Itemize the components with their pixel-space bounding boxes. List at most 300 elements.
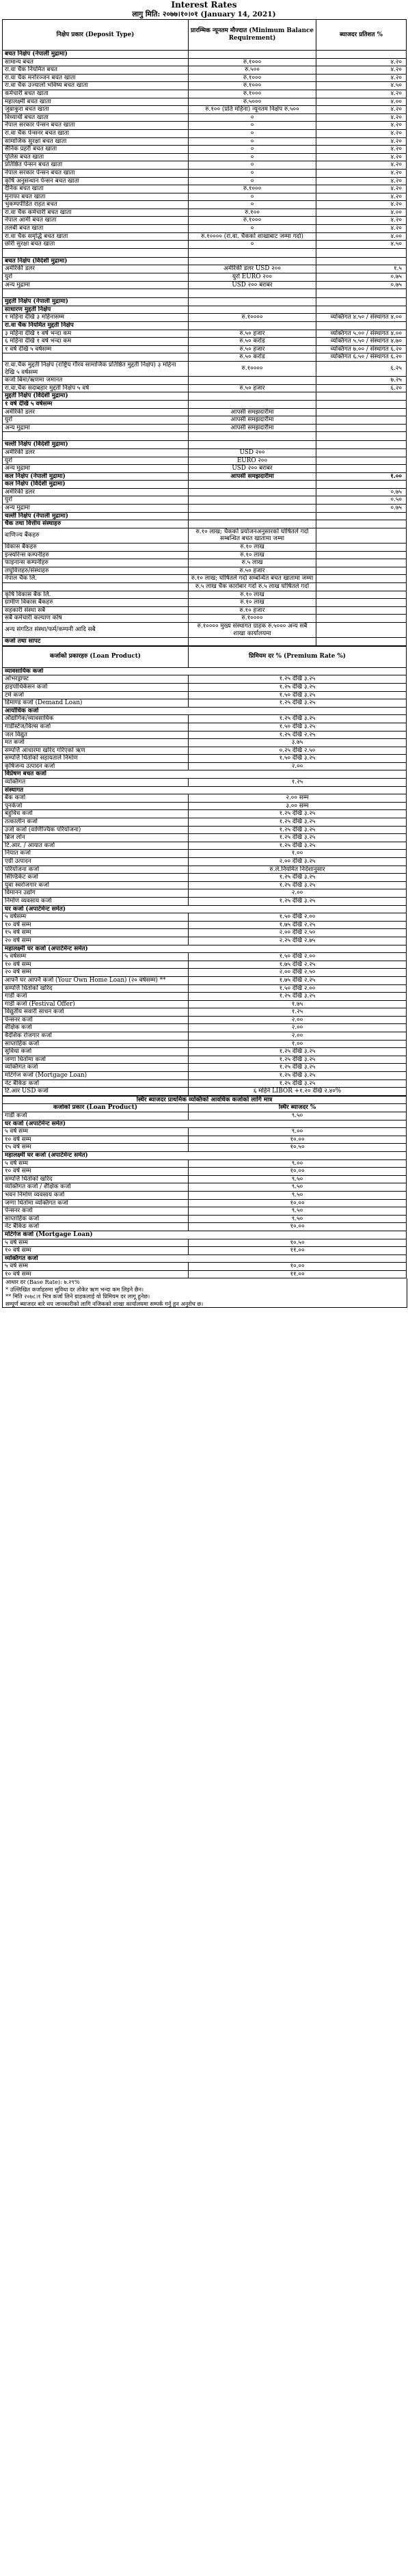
rate-cell: १०.५० [189, 1144, 407, 1152]
min-balance-header: प्रारम्भिक न्यूनतम मौज्दात (Minimum Balance Requirement) [189, 20, 316, 51]
loan-premium-table [2, 646, 407, 1096]
section-label: १ वर्ष देखि ५ वर्षसम्म [3, 400, 189, 408]
rate-cell: १.५० देखि २.०० [189, 913, 407, 922]
loan-product-header: कर्जाको प्रकारहरु (Loan Product) [3, 646, 189, 667]
section-label: महालक्ष्मी घर कर्जा (अपार्टमेन्ट समेत) [3, 945, 407, 953]
section-label: व्यक्तिगत कर्जा [3, 1255, 407, 1263]
rate-cell [316, 544, 407, 552]
effective-date: लागु मिति: २०७७।१०।०१ (January 14, 2021) [132, 10, 276, 18]
deposit-row [3, 113, 407, 122]
min-balance-cell: रु.१० लाख [189, 591, 316, 599]
loan-product-cell: व्यक्तिगत कर्जा / शैक्षिक कर्जा [3, 1183, 189, 1192]
loan-product-cell: टर्म कर्जा [3, 691, 189, 699]
premium-rate-header: प्रिमियम दर % (Premium Rate %) [189, 646, 407, 667]
deposit-row [3, 314, 407, 322]
rate-cell: ४.२० [316, 122, 407, 130]
section-label: व्यावसायिक कर्जा [3, 667, 407, 675]
rate-cell: ४.२० [316, 177, 407, 185]
deposit-type-cell: कृषि अनुसन्धान पेन्सन बचत खाता [3, 177, 189, 185]
deposit-row [3, 137, 407, 146]
loan-row [3, 715, 407, 723]
rate-cell: ०.७५ [316, 488, 407, 496]
section-header-row [3, 638, 407, 646]
deposit-row [3, 377, 407, 385]
loan-product-cell: हाइपोथिकेसन कर्जा [3, 683, 189, 691]
rate-cell [316, 481, 407, 489]
loan-row [3, 818, 407, 827]
rate-cell: ४.२० [316, 106, 407, 114]
rate-cell [316, 392, 407, 401]
rate-cell: ४.०० [316, 98, 407, 106]
deposit-type-cell: अन्य मुद्रामा [3, 505, 189, 513]
loan-row [3, 921, 407, 929]
section-label: विप्रेषण बचत कर्जा [3, 770, 407, 779]
min-balance-cell: USD २०० [189, 448, 316, 457]
deposit-type-cell: रा.वा चैक पेन्सनर बचत खाता [3, 129, 189, 137]
notes-section [2, 1278, 407, 1308]
min-balance-cell: आपसी समझदारीमा [189, 416, 316, 425]
loan-row [3, 984, 407, 993]
loan-row [3, 953, 407, 961]
rate-cell: २.०० सम्म [189, 794, 407, 803]
loan-product-cell: २० वर्ष सम्म [3, 969, 189, 977]
loan-row [3, 858, 407, 866]
min-balance-cell [189, 322, 316, 330]
rate-cell: व्यक्तिगत ५.५० / संस्थागत ४.७० [316, 338, 407, 346]
section-label: रा.वा चैक नियमित मुद्दती निक्षेप [3, 322, 189, 330]
min-balance-cell: रु.१००० [189, 58, 316, 66]
loan-row [3, 969, 407, 977]
rate-cell [316, 615, 407, 623]
fixed-row [3, 1207, 407, 1216]
min-balance-cell [189, 481, 316, 489]
min-balance-cell: रु.१००० [189, 90, 316, 98]
loan-header-row [3, 646, 407, 667]
loan-product-cell: ५ वर्ष सम्म [3, 1128, 189, 1136]
rate-cell: व्यक्तिगत ४.५० / संस्थागत ४.०० [316, 314, 407, 322]
rate-cell: १.०० [189, 850, 407, 858]
loan-row [3, 1079, 407, 1088]
rate-cell: ९.५० [189, 1215, 407, 1223]
empty-cell [189, 289, 316, 298]
rate-cell: १.२५ देखि ३.२५ [189, 675, 407, 684]
deposit-type-cell: भुकम्पपीडित राहत बचत [3, 201, 189, 209]
deposit-type-cell: अमेरिकी डलर [3, 448, 189, 457]
loan-product-cell: शैक्षिक कर्जा [3, 1024, 189, 1032]
deposit-row [3, 353, 407, 362]
rate-cell: १०.०० [189, 1263, 407, 1271]
rate-cell: २.०० देखि २.५० [189, 929, 407, 937]
fixed-row [3, 1239, 407, 1247]
deposit-type-cell: लघुवित्तहरु/संस्थाहरु [3, 567, 189, 575]
spacer-row [3, 248, 407, 257]
loan-row [3, 779, 407, 787]
min-balance-cell: रु.५०० [189, 66, 316, 75]
deposit-row [3, 161, 407, 170]
rate-cell: १.५० देखि ३.२५ [189, 723, 407, 731]
min-balance-cell: रु.५० करोड [189, 338, 316, 346]
fixed-row [3, 1128, 407, 1136]
rate-cell [316, 306, 407, 314]
min-balance-cell [189, 505, 316, 513]
rate-cell: १.२५ देखि ३.२५ [189, 818, 407, 827]
deposit-type-cell: रा.वा चैक कर्मचारी बचत खाता [3, 209, 189, 217]
min-balance-cell [189, 488, 316, 496]
loan-product-cell: १० वर्ष सम्म [3, 921, 189, 929]
rate-cell: ११.०० [189, 1270, 407, 1278]
deposit-type-cell: नेपाल सरकार पेन्सन बचत खाता [3, 122, 189, 130]
rate-cell: १.७५ देखि २.२५ [189, 976, 407, 984]
deposit-type-cell: सबै कर्मचारी कल्याण कोष [3, 615, 189, 623]
loan-product-cell: विमानन उद्योग [3, 889, 189, 898]
deposit-row [3, 416, 407, 425]
deposit-type-cell: प्रतिष्ठित पेन्सन बचत खाता [3, 161, 189, 170]
deposit-type-cell: फाइनान्स कम्पनीहरु [3, 559, 189, 567]
min-balance-cell: रु.१०००० [189, 615, 316, 623]
fixed-rate-banner-row [3, 1096, 407, 1104]
rate-cell [316, 441, 407, 449]
deposit-type-header: निक्षेप प्रकार (Deposit Type) [3, 20, 189, 51]
fixed-row [3, 1263, 407, 1271]
rate-cell: ९.५० [189, 1112, 407, 1121]
rate-cell: १०.०० [189, 1136, 407, 1144]
base-rate-note: आधार दर (Base Rate): ७.२९% [5, 1278, 80, 1286]
deposit-row [3, 217, 407, 225]
section-label: कल निक्षेप (विदेशी मुद्रामा) [3, 481, 189, 489]
rate-cell [316, 416, 407, 425]
loan-product-cell: सम्पत्ति धितोको सहायताले निर्माण [3, 755, 189, 763]
deposit-type-cell: युरो [3, 457, 189, 465]
min-balance-cell: रु.१००० [189, 74, 316, 82]
fixed-row [3, 1168, 407, 1176]
deposit-type-cell: छोरी सुरक्षा बचत खाता [3, 241, 189, 249]
fixed-row [3, 1215, 407, 1223]
min-balance-cell: आपसी समझदारीमा [189, 424, 316, 432]
rate-cell: १.२५ देखि ३.२५ [189, 834, 407, 842]
deposit-row [3, 193, 407, 201]
min-balance-cell: USD २०० बराबर [189, 465, 316, 473]
loan-product-cell: गाडी कर्जा (Festival Offer) [3, 1000, 189, 1008]
section-label: मोर्टगेज कर्जा (Mortgage Loan) [3, 1231, 407, 1239]
section-header-row [3, 512, 407, 520]
deposit-type-cell: ग्रामीण विकास बैंकहरु [3, 599, 189, 607]
deposit-row [3, 209, 407, 217]
deposit-row [3, 575, 407, 583]
loan-product-cell: व्यक्तिगत कर्जा [3, 1064, 189, 1072]
loan-product-cell: पेन्सनर कर्जा [3, 1207, 189, 1216]
rate-cell: १.०० [316, 472, 407, 481]
loan-row [3, 1064, 407, 1072]
rate-cell [316, 298, 407, 306]
empty-cell [189, 432, 316, 441]
loan-product-cell: मोर्टगेज कर्जा (Mortgage Loan) [3, 1072, 189, 1080]
loan-row [3, 842, 407, 850]
rate-cell: ४.२० [316, 161, 407, 170]
loan-product-cell: सम्पत्ति धितोको खरिद [3, 1175, 189, 1183]
rate-cell: १.७५ देखि २.२५ [189, 961, 407, 969]
deposit-row [3, 622, 407, 637]
loan-row [3, 834, 407, 842]
deposit-row [3, 345, 407, 353]
min-balance-cell: आपसी समझदारीमा [189, 472, 316, 481]
rate-cell [316, 583, 407, 591]
deposit-header-row [3, 20, 407, 51]
empty-cell [316, 289, 407, 298]
loan-row [3, 1032, 407, 1041]
deposit-type-cell: ३ महिना देखि १ वर्ष भन्दा कम [3, 330, 189, 338]
min-balance-cell: रु.१००० [189, 217, 316, 225]
section-header-row [3, 1231, 407, 1239]
section-header-row [3, 51, 407, 59]
fixed-row [3, 1175, 407, 1183]
deposit-row [3, 457, 407, 465]
deposit-row [3, 448, 407, 457]
deposit-row [3, 129, 407, 137]
rate-cell [316, 512, 407, 520]
min-balance-cell: ० [189, 241, 316, 249]
fixed-row [3, 1199, 407, 1207]
rate-cell [316, 51, 407, 59]
min-balance-cell: रु.१००० [189, 82, 316, 90]
loan-row [3, 937, 407, 945]
rate-cell: २.०० [189, 889, 407, 898]
rate-cell: २.२५ देखि २.७५ [189, 937, 407, 945]
rate-cell [316, 567, 407, 575]
min-balance-cell: ० [189, 193, 316, 201]
section-header-row [3, 392, 407, 401]
deposit-row [3, 74, 407, 82]
loan-row [3, 1024, 407, 1032]
loan-row [3, 1072, 407, 1080]
min-balance-cell: रु.५ लाख [189, 559, 316, 567]
loan-product-cell: १० वर्ष सम्म [3, 1270, 189, 1278]
min-balance-cell: रु.५ लाख चैक कारोबार गर्दा रु.५ लाख घोषितले गर्दा [189, 583, 316, 591]
loan-product-cell: विद्युतीय सवारी साधन कर्जा [3, 1008, 189, 1017]
loan-product-cell: १५ वर्ष सम्म [3, 929, 189, 937]
loan-product-cell: साप्ताहिक कर्जा [3, 1040, 189, 1048]
rate-cell [316, 599, 407, 607]
footnote-2: ** मिति २०७८।१ भित्र कर्जा लिने ग्राहकलाई यो प्रिमियम दर लागू हुनेछ। [5, 1293, 150, 1300]
loan-row [3, 1000, 407, 1008]
rate-cell: १.२५ देखि ३.२५ [189, 881, 407, 889]
deposit-type-cell [3, 353, 189, 362]
loan-row [3, 913, 407, 922]
loan-row [3, 802, 407, 810]
deposit-type-cell: कर्मचारी बचत खाता [3, 90, 189, 98]
loan-row [3, 1056, 407, 1064]
rate-cell: ०.७५ [316, 273, 407, 282]
rate-cell: ४.०० [316, 232, 407, 241]
fixed-rate-header: स्थिर ब्याजदर % [189, 1104, 407, 1112]
rate-cell: १.२५ देखि ३.२५ [189, 810, 407, 818]
deposit-row [3, 265, 407, 273]
deposit-type-cell: रा.वा चैक समृद्धि बचत खाता [3, 232, 189, 241]
rate-cell: ६ महिने LIBOR +१.२० देखि २.४०% [189, 1088, 407, 1096]
rate-cell: १०.५० [189, 1239, 407, 1247]
rate-cell: ४.२० [316, 90, 407, 98]
loan-row [3, 961, 407, 969]
rate-cell: ४.२० [316, 137, 407, 146]
deposit-type-cell: अन्य मुद्रामा [3, 424, 189, 432]
fixed-row [3, 1191, 407, 1199]
loan-product-cell: गाडी कर्जा [3, 1112, 189, 1121]
loan-product-cell: ५ वर्ष सम्म [3, 1159, 189, 1168]
loan-product-cell: टि.आर USD कर्जा [3, 1088, 189, 1096]
loan-row [3, 889, 407, 898]
min-balance-cell [189, 257, 316, 265]
footnote-1: * उल्लिखित कर्जाहरुमा सुविधा दर तोकेर ऋण भन्दा कम लिइने छैन। [5, 1285, 144, 1293]
loan-product-cell: डिमाण्ड कर्जा (Demand Loan) [3, 699, 189, 708]
min-balance-cell: रु.१० लाख [189, 551, 316, 559]
rate-cell: १.५० देखि ३.२५ [189, 691, 407, 699]
loan-row [3, 897, 407, 905]
rate-cell [316, 408, 407, 416]
min-balance-cell: रु.१०००० [189, 361, 316, 376]
deposit-row [3, 122, 407, 130]
deposit-row [3, 185, 407, 193]
deposit-row [3, 528, 407, 543]
deposit-row [3, 90, 407, 98]
deposit-type-cell: सैनिक प्रहरी बचत खाता [3, 146, 189, 154]
loan-product-cell: भवन निर्माण व्यवसाय कर्जा [3, 1191, 189, 1199]
deposit-type-cell: युरो [3, 496, 189, 505]
rate-cell: ४.२० [316, 153, 407, 161]
deposit-row [3, 338, 407, 346]
deposit-row [3, 98, 407, 106]
rate-cell [316, 400, 407, 408]
rate-cell: २.०० [189, 1024, 407, 1032]
section-label: संस्थागत [3, 786, 407, 794]
loan-product-cell: ५ वर्ष सम्म [3, 1263, 189, 1271]
min-balance-cell: ० [189, 225, 316, 233]
rate-cell: ४.२० [316, 225, 407, 233]
loan-product-cell: परियोजना कर्जा [3, 866, 189, 874]
rate-cell: ९.५० [189, 1207, 407, 1216]
deposit-type-cell: सामान्य बचत [3, 58, 189, 66]
min-balance-cell: रु.१०० (प्रति महिना) न्यूनतम निक्षेप रु.५०० [189, 106, 316, 114]
deposit-row [3, 606, 407, 615]
empty-cell [189, 248, 316, 257]
rate-cell: १.२५ देखि ३.२५ [189, 1079, 407, 1088]
deposit-row [3, 496, 407, 505]
loan-product-cell: १० वर्ष सम्म [3, 1247, 189, 1255]
loan-product-cell: गाडीस्टेज/विल्स कर्जा [3, 723, 189, 731]
section-label: कर्जा तथा सापट [3, 638, 189, 646]
deposit-row [3, 66, 407, 75]
rate-cell: रु.ले.नियमित निर्देशानुसार [189, 866, 407, 874]
section-label: चल्ती निक्षेप (विदेशी मुद्रामा) [3, 441, 189, 449]
rate-cell: ११.०० [189, 1247, 407, 1255]
min-balance-cell [189, 638, 316, 646]
deposit-row [3, 330, 407, 338]
rate-cell: ४.२० [316, 193, 407, 201]
rate-cell: १.२५ देखि ३.२५ [189, 874, 407, 882]
loan-product-cell: सुविधा कर्जा [3, 1048, 189, 1056]
spacer-row [3, 432, 407, 441]
rate-cell: ९.५० [189, 1183, 407, 1192]
loan-row [3, 1040, 407, 1048]
empty-cell [316, 432, 407, 441]
section-label: महालक्ष्मी घर कर्जा (अपार्टमेन्ट समेत) [3, 1151, 407, 1159]
rate-cell: ४.२० [316, 129, 407, 137]
min-balance-cell: रु.१० लाख [189, 544, 316, 552]
min-balance-cell: रु.१०००० मुख्य संस्थागत ग्राहक रु.५००० अन्य सबै शाखा कार्यालयमा [189, 622, 316, 637]
loan-row [3, 866, 407, 874]
min-balance-cell: रु.५० करोड [189, 353, 316, 362]
deposit-type-cell: अन्य मुद्रामा [3, 465, 189, 473]
rate-cell: व्यक्तिगत ५.०० / संस्थागत ४.०० [316, 330, 407, 338]
section-header-row [3, 667, 407, 675]
fixed-row [3, 1136, 407, 1144]
loan-product-cell: ब्रिज लोन [3, 834, 189, 842]
section-label: मुद्दती निक्षेप (नेपाली मुद्रामा) [3, 298, 189, 306]
rate-cell [316, 591, 407, 599]
loan-product-cell: गाडी कर्जा [3, 993, 189, 1001]
deposit-type-cell: नेपाल आर्मी बचत खाता [3, 217, 189, 225]
loan-product-cell: पुनर्कर्जा [3, 802, 189, 810]
min-balance-cell: रु.५० हजार [189, 330, 316, 338]
rate-cell: १.२५ देखि ३.२५ [189, 842, 407, 850]
deposit-type-cell [3, 583, 189, 591]
min-balance-cell [189, 298, 316, 306]
rate-cell: १.५० देखि ३.२५ [189, 755, 407, 763]
rate-cell [316, 448, 407, 457]
min-balance-cell: रु.१०००० [189, 314, 316, 322]
rate-cell: ०.७५ [316, 281, 407, 289]
loan-row [3, 731, 407, 739]
loan-row [3, 810, 407, 818]
loan-product-cell: वैदेशिक रोजगार कर्जा [3, 1032, 189, 1041]
loan-row [3, 929, 407, 937]
deposit-type-cell: वाणिज्य बैंकहरु [3, 528, 189, 543]
rate-cell [316, 520, 407, 528]
spacer-row [3, 289, 407, 298]
min-balance-cell: ० [189, 161, 316, 170]
rate-cell: ३.७५ [189, 739, 407, 747]
deposit-row [3, 106, 407, 114]
fixed-header-row [3, 1104, 407, 1112]
rate-cell: ९.०० [189, 1159, 407, 1168]
min-balance-cell: ० [189, 201, 316, 209]
footnote-3: सम्पूर्ण ब्याजदर बारे थप जानकारीको लागि नजिकको शाखा कार्यालयमा सम्पर्क गर्नु हुन अनुरोध छ। [5, 1300, 204, 1307]
min-balance-cell [189, 306, 316, 314]
loan-product-cell: मत कर्जा [3, 739, 189, 747]
rate-cell [316, 424, 407, 432]
deposit-row [3, 361, 407, 376]
rate-cell: २.०० देखि २.५० [189, 969, 407, 977]
section-label: आयोधिक कर्जा [3, 707, 407, 715]
min-balance-cell: आपसी समझदारीमा [189, 408, 316, 416]
rate-cell [316, 638, 407, 646]
deposit-type-cell: नेपाल सरकार पेन्सन बचत खाता [3, 169, 189, 177]
deposit-type-cell: पुलिस बचत खाता [3, 153, 189, 161]
loan-product-cell: ओभरड्राफ्ट [3, 675, 189, 684]
rate-cell [316, 606, 407, 615]
loan-product-cell: व्यक्तिगत [3, 779, 189, 787]
rate-cell: ४.२० [316, 58, 407, 66]
deposit-row [3, 153, 407, 161]
min-balance-cell: रु.१० लाख; घोषितले गर्दा सम्बन्धित बचत खातामा जम्मा [189, 575, 316, 583]
loan-product-cell: नेट बैंकिङ कर्जा [3, 1079, 189, 1088]
rate-cell [316, 457, 407, 465]
deposit-type-cell: १ वर्ष देखि ५ वर्षसम्म [3, 345, 189, 353]
rate-cell [316, 257, 407, 265]
rate-cell: १०.०० [189, 1199, 407, 1207]
deposit-type-cell: नेपाल चैक लि. [3, 575, 189, 583]
loan-product-cell: कृषिजन्य उत्पादन कर्जा [3, 762, 189, 770]
loan-product-cell: ५ वर्ष सम्म [3, 1239, 189, 1247]
section-header-row [3, 481, 407, 489]
